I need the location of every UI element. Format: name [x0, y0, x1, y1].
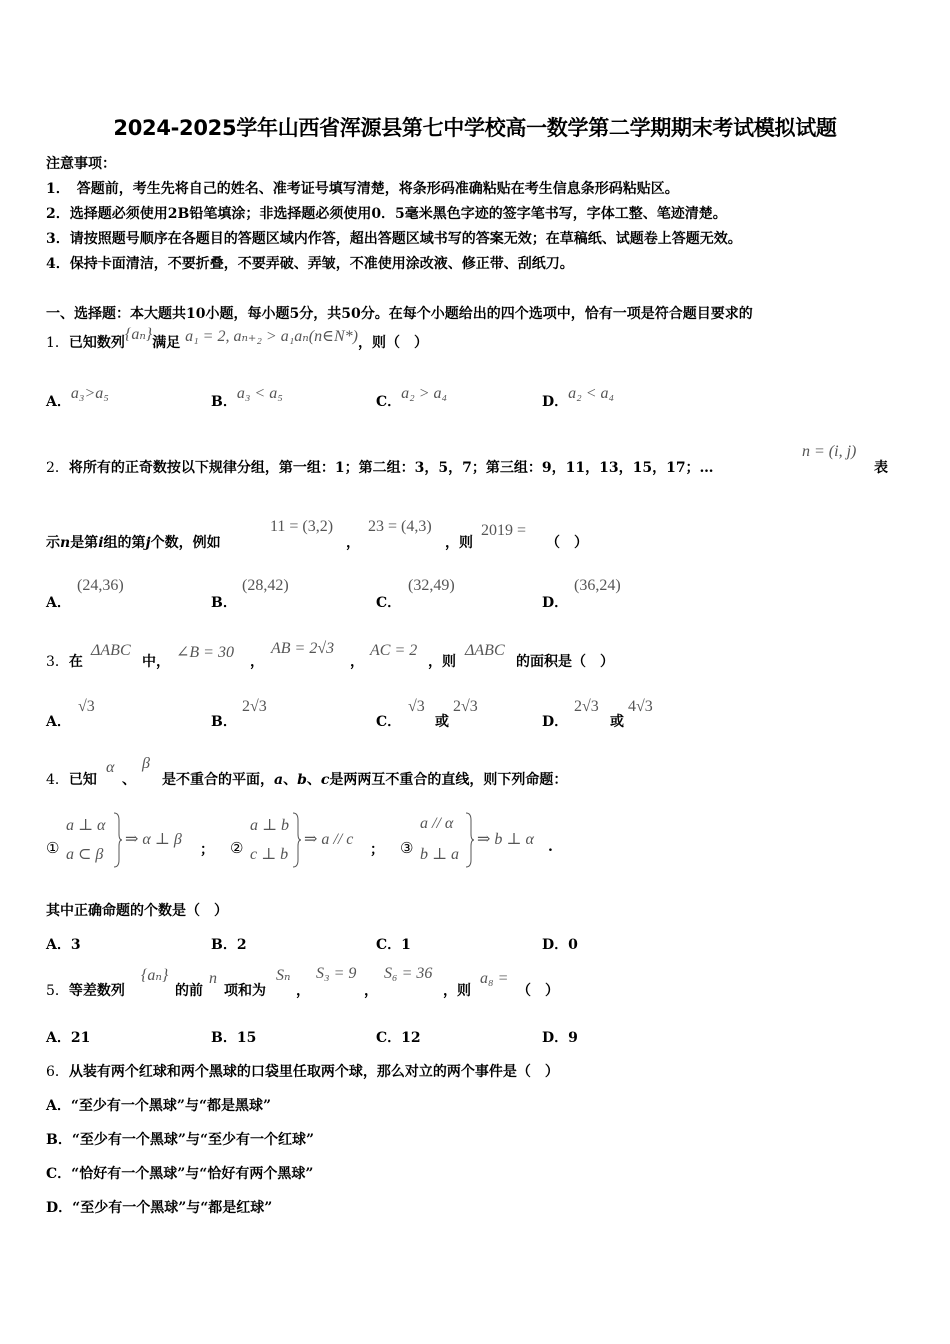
math-expr: a₃>a₅: [70, 385, 109, 402]
math-expr: S₃ = 9: [316, 965, 357, 982]
question-6: [46, 1061, 559, 1081]
math-expr: a ⊥ α: [66, 817, 106, 834]
option-value: “至少有一个黑球”与“至少有一个红球”: [71, 1132, 315, 1148]
option-value: 2: [236, 937, 247, 953]
math-expr: S₆ = 36: [384, 965, 433, 982]
option-value: 0: [568, 937, 578, 953]
math-expr: c ⊥ b: [250, 846, 289, 863]
math-expr: a₂ < a₄: [568, 385, 615, 402]
notice-item: 2．选择题必须使用2B铅笔填涂；非选择题必须使用0．5毫米黑色字迹的签字笔书写，字体工整、笔迹清楚。: [46, 206, 727, 222]
question-text: ，则: [428, 654, 456, 670]
option-d[interactable]: [542, 385, 615, 411]
math-expr: {aₙ}: [141, 967, 169, 984]
option-value: 15: [236, 1030, 257, 1046]
option-label: A．: [46, 937, 71, 953]
math-expr: 23 = (4,3): [368, 518, 432, 535]
question-text: ，: [346, 535, 360, 551]
option-value: 21: [70, 1030, 91, 1046]
separator: ；: [370, 842, 384, 858]
option-value: 12: [401, 1030, 421, 1046]
variable: a: [274, 772, 284, 788]
option-value: 3: [70, 937, 81, 953]
question-text: 是不重合的平面，: [162, 772, 274, 788]
option-a[interactable]: [46, 1027, 90, 1047]
option-value: “至少有一个黑球”与“都是黑球”: [70, 1098, 272, 1114]
option-label: B．: [211, 714, 237, 730]
option-label: B．: [211, 937, 237, 953]
question-text: 是第: [70, 535, 99, 551]
option-label: A．: [46, 714, 71, 730]
option-label: C．: [376, 937, 402, 953]
question-text: ，则: [445, 535, 473, 551]
question-text: 、: [122, 772, 136, 788]
question-text: 的面积是（ ）: [516, 654, 614, 670]
option-label: B．: [211, 1030, 237, 1046]
question-text: [162, 769, 567, 789]
math-expr: 2√3: [242, 698, 267, 715]
question-text: 满足: [152, 335, 181, 351]
option-label: B．: [46, 1132, 72, 1148]
option-label: A．: [46, 595, 71, 611]
proposition-2-label: ②: [230, 839, 244, 857]
option-d[interactable]: [542, 934, 578, 954]
proposition-3-label: ③: [400, 839, 414, 857]
separator: ；: [200, 842, 214, 858]
option-value: 1: [401, 937, 411, 953]
math-expr: (32,49): [408, 577, 455, 594]
math-expr: (24,36): [77, 577, 124, 594]
option-label: D．: [542, 394, 569, 410]
math-expr: n = (i, j): [802, 443, 857, 460]
math-expr: a ⊂ β: [66, 846, 104, 863]
question-number: 2．: [46, 460, 69, 476]
option-b[interactable]: [211, 592, 237, 612]
math-expr: AB = 2√3: [271, 640, 335, 657]
math-expr: ΔABC: [465, 642, 505, 659]
option-c[interactable]: [46, 1163, 313, 1183]
option-value: “恰好有一个黑球”与“恰好有两个黑球”: [71, 1166, 314, 1182]
option-label: C．: [376, 1030, 402, 1046]
math-expr: a₁ = 2, aₙ₊₂ > a₁aₙ(n∈N*): [185, 328, 358, 345]
math-expr: a // α: [420, 815, 454, 832]
section-heading: 一、选择题：本大题共10小题，每小题5分，共50分。在每个小题给出的四个选项中，恰有一项是符合题目要求的: [46, 306, 753, 322]
option-c[interactable]: [376, 385, 448, 411]
option-b[interactable]: [211, 711, 237, 731]
option-d[interactable]: [46, 1197, 272, 1217]
brace-icon: [292, 812, 302, 868]
question-text: 在: [68, 654, 83, 670]
option-label: A．: [46, 1030, 71, 1046]
notice-item: 1． 答题前，考生先将自己的姓名、准考证号填写清楚，将条形码准确粘贴在考生信息条形码粘贴区。: [46, 181, 679, 197]
question-text: 示: [46, 535, 60, 551]
math-expr: n: [209, 970, 217, 987]
option-label: A．: [46, 1098, 71, 1114]
brace-icon: [465, 812, 475, 868]
math-expr: b ⊥ a: [420, 846, 460, 863]
option-label: A．: [46, 394, 71, 410]
math-expr: β: [142, 755, 150, 772]
option-label: D．: [46, 1200, 73, 1216]
math-expr: 2019 =: [481, 522, 527, 539]
math-expr: 11 = (3,2): [270, 518, 334, 535]
question-3: [46, 651, 83, 671]
math-expr: (28,42): [242, 577, 289, 594]
math-expr: ⇒ b ⊥ α: [477, 831, 534, 848]
question-1: [46, 326, 428, 352]
math-expr: √3: [78, 698, 95, 715]
option-c[interactable]: [376, 592, 401, 612]
option-a[interactable]: [46, 934, 81, 954]
question-text: 已知: [68, 772, 97, 788]
option-d[interactable]: [542, 1027, 578, 1047]
question-text: 的前: [175, 983, 203, 999]
option-d[interactable]: [542, 592, 568, 612]
option-b[interactable]: [46, 1129, 314, 1149]
option-c[interactable]: [376, 1027, 421, 1047]
option-b[interactable]: [211, 385, 283, 411]
question-text: 、: [306, 772, 321, 788]
option-label: C．: [376, 595, 402, 611]
question-text: 等差数列: [68, 983, 125, 999]
question-5: [46, 980, 125, 1000]
option-b[interactable]: [211, 934, 247, 954]
question-text: 、: [283, 772, 298, 788]
math-expr: ∠B = 30: [176, 644, 234, 661]
option-a[interactable]: [46, 385, 109, 411]
notice-heading: 注意事项：: [46, 156, 116, 172]
question-text: ，则（ ）: [357, 335, 428, 351]
variable: c: [320, 772, 330, 788]
math-expr: ΔABC: [91, 642, 131, 659]
question-text: 是两两互不重合的直线，则下列命题：: [329, 772, 568, 788]
option-c[interactable]: [376, 934, 411, 954]
question-text: （ ）: [517, 983, 559, 999]
math-expr: a ⊥ b: [250, 817, 290, 834]
question-text: 表: [874, 460, 888, 476]
option-text: 或: [610, 714, 624, 730]
question-text: 个数，例如: [150, 535, 221, 551]
question-text: （ ）: [546, 535, 588, 551]
math-expr: 2√3: [574, 698, 599, 715]
math-expr: 2√3: [453, 698, 478, 715]
math-expr: {aₙ}: [124, 326, 153, 343]
math-expr: a₃ < a₅: [236, 385, 283, 402]
notice-item: 4．保持卡面清洁，不要折叠，不要弄破、弄皱，不准使用涂改液、修正带、刮纸刀。: [46, 256, 574, 272]
option-text: 或: [435, 714, 449, 730]
math-expr: ⇒ α ⊥ β: [125, 831, 182, 848]
math-expr: a₂ > a₄: [401, 385, 448, 402]
question-number: 6．: [46, 1064, 69, 1080]
option-d[interactable]: [542, 711, 568, 731]
math-expr: a₈ =: [480, 970, 509, 987]
math-expr: Sₙ: [276, 967, 291, 984]
math-expr: ⇒ a // c: [304, 831, 354, 848]
option-label: C．: [376, 394, 402, 410]
notice-item: 3．请按照题号顺序在各题目的答题区域内作答，超出答题区域书写的答案无效；在草稿纸、试题卷上答题无效。: [46, 231, 742, 247]
separator: .: [548, 839, 553, 855]
option-label: C．: [46, 1166, 72, 1182]
option-label: C．: [376, 714, 402, 730]
question-4: [46, 769, 97, 789]
option-label: B．: [211, 394, 237, 410]
question-text: ，: [364, 983, 378, 999]
question-text: 组的第: [103, 535, 146, 551]
option-a[interactable]: [46, 592, 71, 612]
option-label: D．: [542, 1030, 569, 1046]
option-label: D．: [542, 937, 569, 953]
question-text: 中，: [142, 654, 170, 670]
question-text: 其中正确命题的个数是（ ）: [46, 903, 228, 919]
proposition-1-label: ①: [46, 839, 60, 857]
question-text: 已知数列: [68, 335, 125, 351]
math-expr: AC = 2: [370, 642, 418, 659]
option-a[interactable]: [46, 1095, 271, 1115]
question-text: ，: [350, 654, 364, 670]
question-2-line2: [46, 532, 221, 552]
option-c[interactable]: [376, 711, 401, 731]
variable: b: [297, 772, 307, 788]
option-label: D．: [542, 714, 569, 730]
option-a[interactable]: [46, 711, 71, 731]
page-title: 2024-2025学年山西省浑源县第七中学校高一数学第二学期期末考试模拟试题: [113, 116, 837, 140]
math-expr: α: [106, 759, 115, 776]
question-number: 1．: [46, 335, 69, 351]
question-text: ，: [250, 654, 264, 670]
question-text: 将所有的正奇数按以下规律分组，第一组：1；第二组：3，5，7；第三组：9，11，13，15，17；…: [68, 460, 714, 476]
question-text: ，: [296, 983, 310, 999]
option-label: B．: [211, 595, 237, 611]
question-text: 从装有两个红球和两个黑球的口袋里任取两个球，那么对立的两个事件是（ ）: [68, 1064, 559, 1080]
option-value: “至少有一个黑球”与“都是红球”: [72, 1200, 273, 1216]
question-text: 项和为: [224, 983, 266, 999]
question-number: 3．: [46, 654, 69, 670]
option-value: 9: [568, 1030, 578, 1046]
variable: i: [98, 535, 104, 551]
math-expr: 4√3: [628, 698, 653, 715]
math-expr: √3: [408, 698, 425, 715]
option-label: D．: [542, 595, 569, 611]
variable: n: [60, 535, 71, 551]
question-number: 4．: [46, 772, 69, 788]
brace-icon: [113, 812, 123, 868]
option-b[interactable]: [211, 1027, 256, 1047]
question-number: 5．: [46, 983, 69, 999]
math-expr: (36,24): [574, 577, 621, 594]
question-2: [46, 457, 714, 477]
variable: j: [145, 535, 151, 551]
question-text: ，则: [443, 983, 471, 999]
